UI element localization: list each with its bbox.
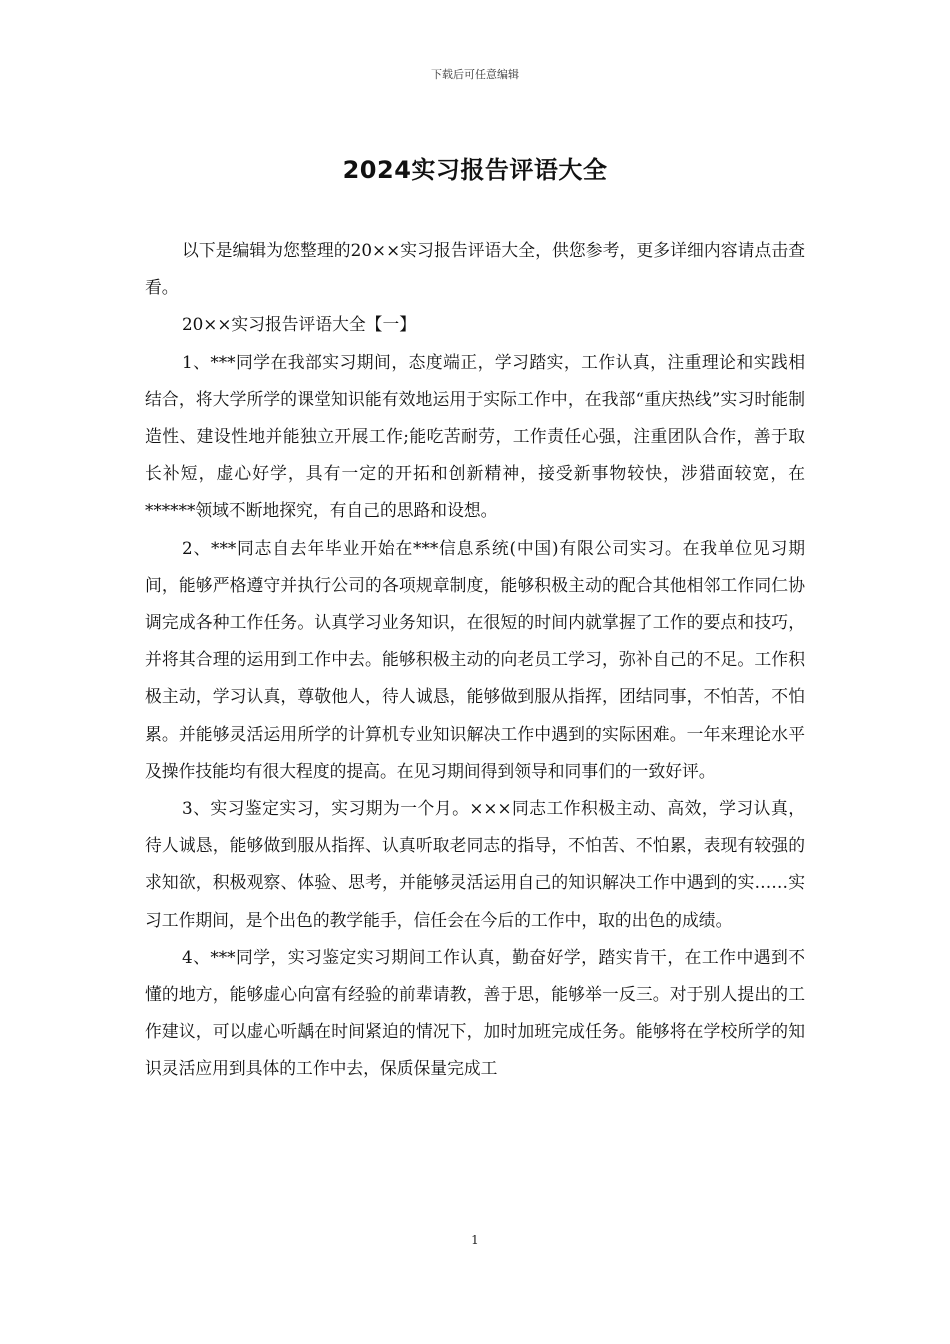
section-heading: 20××实习报告评语大全【一】	[181, 314, 417, 335]
comment-paragraph-2: 2、***同志自去年毕业开始在***信息系统(中国)有限公司实习。在我单位见习期间，能够严格遵守并执行公司的各项规章制度，能够积极主动的配合其他相邻工作同仁协调完成各种工作任务。认真学习业务知识，在很短的时间内就掌握了工作的要点和技巧，并将其合理的运用到工作中去。能够积极主动的向老员工学习，弥补自己的不足。工作积极主动，学习认真，尊敬他人，待人诚恳，能够做到服从指挥，团结同事，不怕苦，不怕累。并能够灵活运用所学的计算机专业知识解决工作中遇到的实际困难。一年来理论水平及操作技能均有很大程度的提高。在见习期间得到领导和同事们的一致好评。	[145, 537, 805, 781]
header-note: 下载后可任意编辑	[431, 68, 519, 81]
page-number: 1	[471, 1233, 479, 1247]
comment-paragraph-1: 1、***同学在我部实习期间，态度端正，学习踏实，工作认真，注重理论和实践相结合，将大学所学的课堂知识能有效地运用于实际工作中，在我部“重庆热线”实习时能制造性、建设性地并能独立开展工作;能吃苦耐劳，工作责任心强，注重团队合作，善于取长补短，虚心好学，具有一定的开拓和创新精神，接受新事物较快，涉猎面较宽，在******领域不断地探究，有自己的思路和设想。	[145, 351, 805, 521]
intro-paragraph: 以下是编辑为您整理的20××实习报告评语大全，供您参考，更多详细内容请点击查看。	[145, 240, 805, 298]
document-title: 2024实习报告评语大全	[342, 156, 608, 184]
comment-paragraph-3: 3、实习鉴定实习，实习期为一个月。×××同志工作积极主动、高效，学习认真，待人诚恳，能够做到服从指挥、认真听取老同志的指导，不怕苦、不怕累，表现有较强的求知欲，积极观察、体验、思考，并能够灵活运用自己的知识解决工作中遇到的实……实习工作期间，是个出色的教学能手，信任会在今后的工作中，取的出色的成绩。	[145, 798, 805, 930]
document-body	[145, 232, 805, 1088]
comment-paragraph-4: 4、***同学，实习鉴定实习期间工作认真，勤奋好学，踏实肯干，在工作中遇到不懂的地方，能够虚心向富有经验的前辈请教，善于思，能够举一反三。对于别人提出的工作建议，可以虚心听龋在时间紧迫的情况下，加时加班完成任务。能够将在学校所学的知识灵活应用到具体的工作中去，保质保量完成工	[145, 946, 805, 1079]
